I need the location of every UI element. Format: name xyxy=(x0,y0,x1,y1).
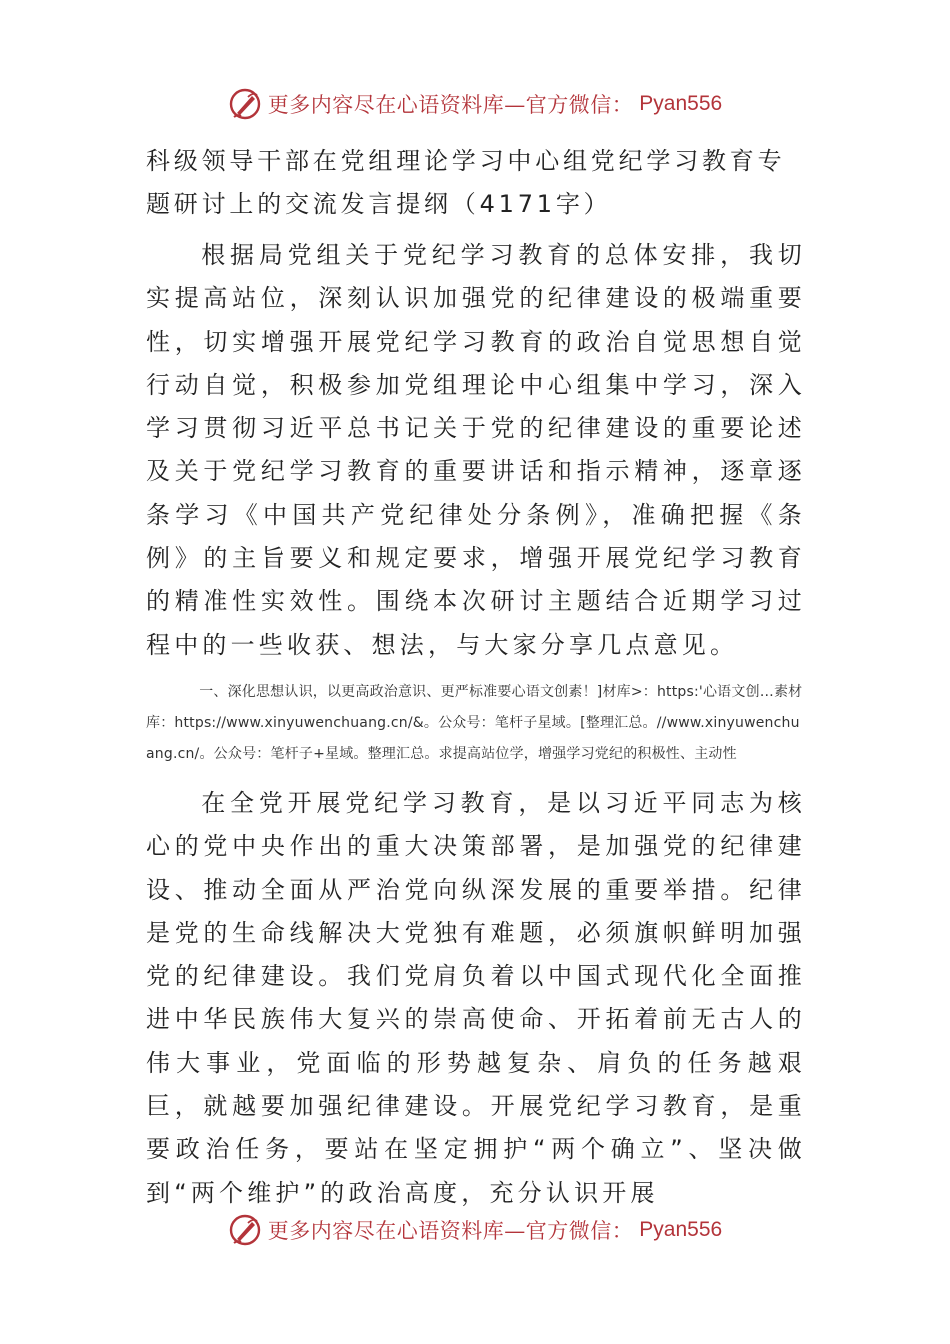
section-heading: 一、深化思想认识，以更高政治意识、更严标准要心语文创素！]材库>：https:'心语文创…素材库：https://www.xinyuwenchuang.cn/&。公众号：笔杆子星域。[整理汇总。//www.xinyuwenchuang.cn/。公众号：笔杆子+星域。整理汇总。求提高站位学，增强学习党纪的积极性、主动性 xyxy=(146,683,803,762)
banner-text: 更多内容尽在心语资料库—官方微信： xyxy=(267,1219,634,1243)
document-title: 科级领导干部在党组理论学习中心组党纪学习教育专题研讨上的交流发言提纲（4171字） xyxy=(146,147,786,218)
body-paragraph: 在全党开展党纪学习教育，是以习近平同志为核心的党中央作出的重大决策部署，是加强党的纪律建设、推动全面从严治党向纵深发展的重要举措。纪律是党的生命线解决大党独有难题，必须旗帜鲜明加强党的纪律建设。我们党肩负着以中国式现代化全面推进中华民族伟大复兴的崇高使命、开拓着前无古人的伟大事业，党面临的形势越复杂、肩负的任务越艰巨，就越要加强纪律建设。开展党纪学习教育，是重要政治任务，要站在坚定拥护“两个确立”、坚决做到“两个维护”的政治高度，充分认识开展 xyxy=(146,788,806,1207)
footer-banner xyxy=(0,1210,950,1250)
banner-text: 更多内容尽在心语资料库—官方微信： xyxy=(267,93,634,117)
document-body xyxy=(146,140,806,1215)
header-banner xyxy=(0,84,950,124)
pen-logo-icon xyxy=(228,87,262,121)
pen-logo-icon xyxy=(228,1213,262,1247)
banner-wechat-id: Pyan556 xyxy=(639,92,723,115)
intro-paragraph: 根据局党组关于党纪学习教育的总体安排，我切实提高站位，深刻认识加强党的纪律建设的极端重要性，切实增强开展党纪学习教育的政治自觉思想自觉行动自觉，积极参加党组理论中心组集中学习，深入学习贯彻习近平总书记关于党的纪律建设的重要论述及关于党纪学习教育的重要讲话和指示精神，逐章逐条学习《中国共产党纪律处分条例》，准确把握《条例》的主旨要义和规定要求，增强开展党纪学习教育的精准性实效性。围绕本次研讨主题结合近期学习过程中的一些收获、想法，与大家分享几点意见。 xyxy=(146,241,806,659)
banner-wechat-id: Pyan556 xyxy=(639,1218,723,1241)
